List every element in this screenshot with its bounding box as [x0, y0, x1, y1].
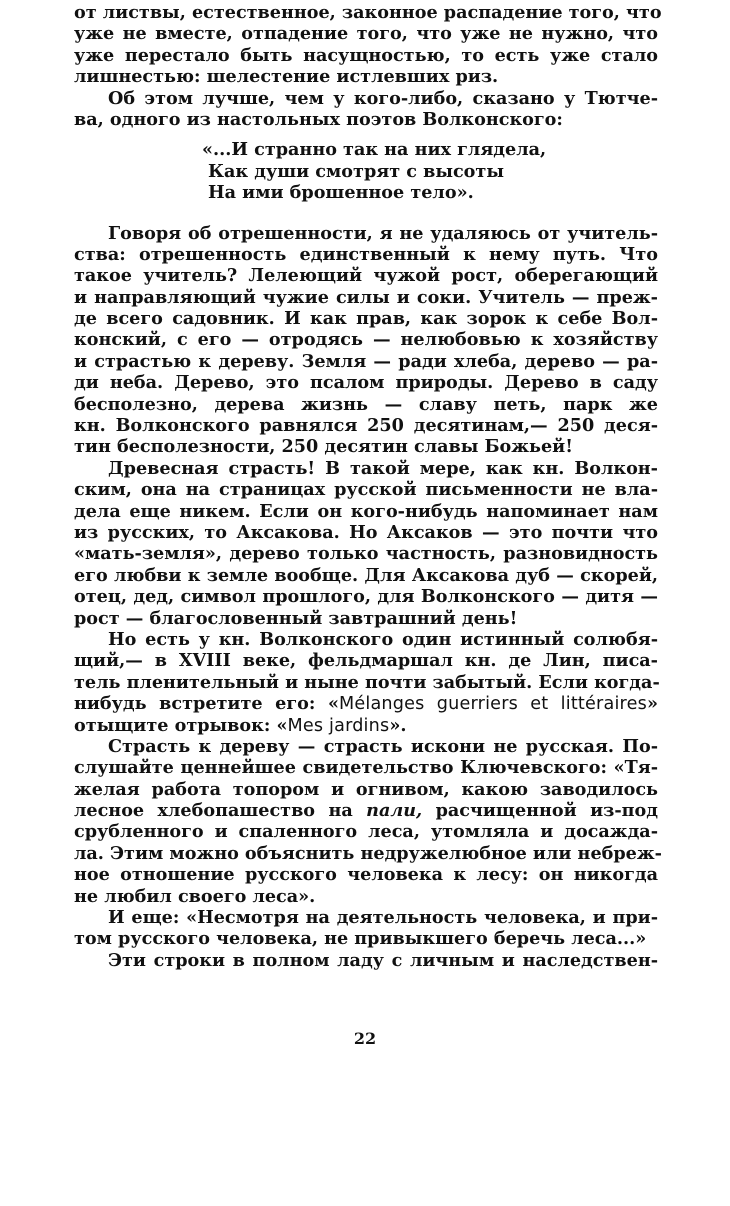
text-line: лишнестью: шелестение истлевших риз.	[74, 66, 499, 88]
essay-title: Mes jardins	[287, 715, 390, 736]
text-line: бесполезно, дерева жизнь — славу петь, парк же	[74, 393, 658, 415]
book-title: Mélanges guerriers et littéraires	[338, 694, 647, 715]
text-run: отыщите отрывок: «	[74, 714, 288, 736]
paragraph-4	[74, 458, 658, 629]
verse-line: На ими брошенное тело».	[208, 182, 474, 204]
text-run: нибудь встретите его: «	[74, 693, 339, 715]
text-line: Говоря об отрешенности, я не удаляюсь от учитель-	[108, 222, 658, 244]
text-line: ла. Этим можно объяснить недружелюбное или небреж-	[74, 842, 662, 864]
text-run: лесное хлебопашество на	[74, 800, 367, 822]
text-line: Но есть у кн. Волконского один истинный солюбя-	[108, 628, 658, 650]
text-line: ства: отрешенность единственный к нему путь. Что	[74, 243, 658, 265]
text-line: ским, она на страницах русской письменности не вла-	[74, 479, 658, 501]
text-line: рост — благословенный завтрашний день!	[74, 607, 518, 629]
text-line: дела еще никем. Если он кого-нибудь напоминает нам	[74, 500, 658, 522]
text-run: »	[646, 693, 658, 715]
text-line: не любил своего леса».	[74, 885, 316, 907]
text-line: Древесная страсть! В такой мере, как кн. Волкон-	[108, 457, 658, 479]
page-text	[74, 2, 662, 971]
page-number: 22	[353, 1029, 377, 1048]
verse-quote	[74, 139, 658, 203]
text-line: щий,— в XVIII веке, фельдмаршал кн. де Лин, писа-	[74, 650, 658, 672]
verse-line: «...И странно так на них глядела,	[202, 139, 547, 161]
text-line: и страстью к дереву. Земля — ради хлеба, дерево — ра-	[74, 350, 658, 372]
text-line: де всего садовник. И как прав, как зорок к себе Вол-	[74, 308, 658, 330]
text-line: из русских, то Аксакова. Но Аксаков — это почти что	[74, 521, 658, 543]
text-line	[74, 693, 658, 714]
text-line: ное отношение русского человека к лесу: он никогда	[74, 864, 658, 886]
paragraph-5	[74, 629, 658, 736]
text-line: слушайте ценнейшее свидетельство Ключевского: «Тя-	[74, 757, 658, 779]
text-line: «мать-земля», дерево только частность, разновидность	[74, 543, 658, 565]
text-line: ва, одного из настольных поэтов Волконского:	[74, 108, 563, 130]
verse-line: Как души смотрят с высоты	[208, 160, 504, 182]
paragraph-8	[74, 950, 658, 971]
text-line: уже не вместе, отпадение того, что уже не нужно, что	[74, 23, 658, 45]
paragraph-7	[74, 907, 658, 950]
text-line: уже перестало быть насущностью, то есть уже стало	[74, 44, 658, 66]
text-line: И еще: «Несмотря на деятельность человека, и при-	[108, 907, 658, 929]
text-line	[74, 800, 658, 821]
text-run: расчищенной из-под	[422, 800, 659, 822]
paragraph-2	[74, 88, 658, 131]
text-line: и направляющий чужие силы и соки. Учитель — преж-	[74, 286, 658, 308]
text-line	[74, 715, 658, 736]
paragraph-1	[74, 2, 662, 88]
text-line: срубленного и спаленного леса, утомляла и досажда-	[74, 821, 658, 843]
text-line: том русского человека, не привыкшего беречь леса...»	[74, 928, 647, 950]
paragraph-6	[74, 735, 662, 907]
text-line: конский, с его — отродясь — нелюбовью к хозяйству	[74, 329, 658, 351]
text-line: кн. Волконского равнялся 250 десятинам,— 250 деся-	[74, 415, 658, 437]
text-line: от листвы, естественное, законное распадение того, что	[74, 2, 662, 23]
paragraph-3	[74, 223, 658, 458]
text-line: желая работа топором и огнивом, какою заводилось	[74, 778, 658, 800]
text-line: Страсть к дереву — страсть искони не русская. По-	[108, 735, 658, 757]
text-run: ».	[389, 714, 407, 736]
text-line: тин бесполезности, 250 десятин славы Божьей!	[74, 436, 573, 458]
text-line: его любви к земле вообще. Для Аксакова дуб — скорей,	[74, 564, 658, 586]
text-line: такое учитель? Лелеющий чужой рост, оберегающий	[74, 265, 658, 287]
text-line: ди неба. Дерево, это псалом природы. Дерево в саду	[74, 372, 658, 394]
text-line: тель пленительный и ныне почти забытый. Если когда-	[74, 671, 660, 693]
text-line: отец, дед, символ прошлого, для Волконского — дитя —	[74, 586, 658, 608]
text-line: Об этом лучше, чем у кого-либо, сказано у Тютче-	[108, 87, 658, 109]
text-line: Эти строки в полном ладу с личным и наследствен-	[108, 949, 658, 971]
italic-word: пали,	[366, 800, 423, 822]
